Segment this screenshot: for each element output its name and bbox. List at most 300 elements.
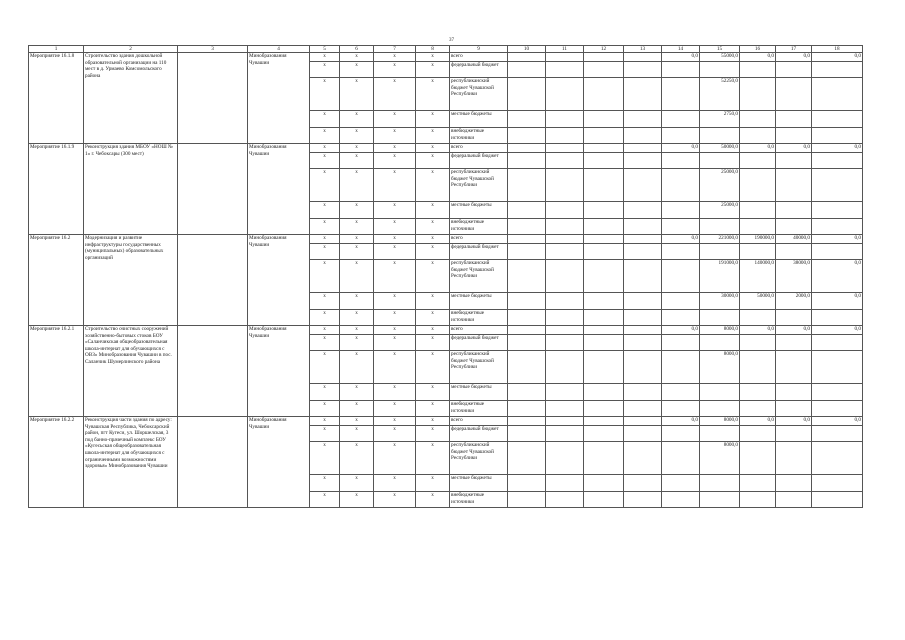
amount-cell <box>776 310 812 326</box>
table-row <box>29 235 863 244</box>
amount-cell: 0,0 <box>776 417 812 426</box>
amount-cell <box>740 153 776 169</box>
code-cell: x <box>416 244 450 260</box>
amount-cell: 55000,0 <box>700 53 740 62</box>
empty-cell <box>584 351 624 384</box>
amount-cell: 8000,0 <box>700 417 740 426</box>
empty-cell <box>546 326 584 335</box>
empty-cell <box>546 144 584 153</box>
amount-cell <box>740 244 776 260</box>
amount-cell <box>812 384 863 401</box>
funding-source: республиканский бюджет Чувашской Республики <box>450 260 508 293</box>
code-cell: x <box>340 111 374 128</box>
amount-cell <box>662 219 700 235</box>
column-number: 15 <box>700 46 740 53</box>
funding-source: местные бюджеты <box>450 111 508 128</box>
code-cell: x <box>310 260 340 293</box>
code-cell: x <box>310 128 340 144</box>
code-cell: x <box>374 153 416 169</box>
empty-cell <box>584 219 624 235</box>
amount-cell <box>700 335 740 351</box>
empty-cell <box>584 335 624 351</box>
empty-cell <box>546 492 584 508</box>
amount-cell <box>776 62 812 78</box>
amount-cell <box>740 128 776 144</box>
amount-cell <box>812 310 863 326</box>
amount-cell <box>812 401 863 417</box>
amount-cell <box>700 219 740 235</box>
amount-cell <box>776 128 812 144</box>
empty-cell <box>624 401 662 417</box>
amount-cell <box>776 153 812 169</box>
empty-cell <box>546 244 584 260</box>
column-number: 16 <box>740 46 776 53</box>
amount-cell: 0,0 <box>812 235 863 244</box>
code-cell: x <box>416 492 450 508</box>
empty-cell <box>508 144 546 153</box>
amount-cell <box>700 426 740 442</box>
code-cell: x <box>340 475 374 492</box>
empty-cell <box>546 111 584 128</box>
code-cell: x <box>416 417 450 426</box>
amount-cell <box>662 384 700 401</box>
code-cell: x <box>374 326 416 335</box>
code-cell: x <box>416 384 450 401</box>
code-cell: x <box>340 310 374 326</box>
activity-executor: Минобразования Чувашии <box>248 235 310 326</box>
empty-cell <box>508 426 546 442</box>
amount-cell <box>662 351 700 384</box>
amount-cell <box>740 492 776 508</box>
empty-cell <box>584 475 624 492</box>
code-cell: x <box>340 244 374 260</box>
empty-cell <box>508 384 546 401</box>
amount-cell <box>812 153 863 169</box>
activity-name: Строительство очистных сооружений хозяйственно-бытовых стоков БОУ «Саланчикская общеобразовательная школа-интернат для обучающихся с ОВЗ» Минобразования Чувашии в пос. Саланчик Шумерлинского района <box>84 326 178 417</box>
amount-cell: 8000,0 <box>700 351 740 384</box>
empty-cell <box>584 111 624 128</box>
amount-cell: 0,0 <box>812 260 863 293</box>
empty-cell <box>508 310 546 326</box>
amount-cell: 190000,0 <box>740 235 776 244</box>
empty-cell <box>624 244 662 260</box>
empty-cell <box>546 310 584 326</box>
amount-cell <box>776 335 812 351</box>
code-cell: x <box>310 310 340 326</box>
code-cell: x <box>374 111 416 128</box>
code-cell: x <box>374 260 416 293</box>
empty-cell <box>546 442 584 475</box>
amount-cell <box>812 62 863 78</box>
amount-cell <box>662 78 700 111</box>
code-cell: x <box>310 326 340 335</box>
funding-source: республиканский бюджет Чувашской Республики <box>450 351 508 384</box>
amount-cell: 52250,0 <box>700 78 740 111</box>
column-number: 4 <box>248 46 310 53</box>
amount-cell <box>700 153 740 169</box>
amount-cell <box>662 442 700 475</box>
table-row <box>29 326 863 335</box>
activity-col3 <box>178 144 248 235</box>
amount-cell <box>776 401 812 417</box>
column-number: 7 <box>374 46 416 53</box>
amount-cell <box>812 219 863 235</box>
code-cell: x <box>340 401 374 417</box>
amount-cell <box>812 111 863 128</box>
empty-cell <box>508 128 546 144</box>
code-cell: x <box>310 202 340 219</box>
funding-source: всего <box>450 417 508 426</box>
empty-cell <box>546 351 584 384</box>
amount-cell <box>812 351 863 384</box>
amount-cell: 0,0 <box>812 326 863 335</box>
code-cell: x <box>374 128 416 144</box>
empty-cell <box>624 351 662 384</box>
empty-cell <box>508 202 546 219</box>
code-cell: x <box>374 401 416 417</box>
amount-cell <box>700 475 740 492</box>
amount-cell <box>662 62 700 78</box>
amount-cell <box>812 442 863 475</box>
amount-cell <box>740 351 776 384</box>
code-cell: x <box>340 492 374 508</box>
code-cell: x <box>310 169 340 202</box>
column-number: 11 <box>546 46 584 53</box>
amount-cell <box>776 492 812 508</box>
amount-cell: 0,0 <box>776 144 812 153</box>
amount-cell: 0,0 <box>812 144 863 153</box>
empty-cell <box>546 153 584 169</box>
code-cell: x <box>374 53 416 62</box>
empty-cell <box>508 326 546 335</box>
funding-source: внебюджетные источники <box>450 492 508 508</box>
code-cell: x <box>310 475 340 492</box>
code-cell: x <box>374 475 416 492</box>
code-cell: x <box>340 384 374 401</box>
code-cell: x <box>374 426 416 442</box>
column-number: 17 <box>776 46 812 53</box>
amount-cell <box>776 351 812 384</box>
funding-source: федеральный бюджет <box>450 426 508 442</box>
code-cell: x <box>310 235 340 244</box>
amount-cell <box>662 426 700 442</box>
empty-cell <box>624 153 662 169</box>
amount-cell <box>776 426 812 442</box>
amount-cell <box>812 426 863 442</box>
amount-cell: 50000,0 <box>740 293 776 310</box>
code-cell: x <box>416 128 450 144</box>
code-cell: x <box>310 351 340 384</box>
amount-cell <box>740 219 776 235</box>
amount-cell <box>776 384 812 401</box>
empty-cell <box>584 62 624 78</box>
amount-cell: 0,0 <box>776 53 812 62</box>
code-cell: x <box>340 53 374 62</box>
amount-cell <box>662 401 700 417</box>
empty-cell <box>624 144 662 153</box>
empty-cell <box>624 78 662 111</box>
empty-cell <box>546 260 584 293</box>
column-number: 6 <box>340 46 374 53</box>
code-cell: x <box>310 78 340 111</box>
amount-cell <box>812 475 863 492</box>
amount-cell <box>812 492 863 508</box>
empty-cell <box>624 475 662 492</box>
amount-cell <box>700 401 740 417</box>
page-number: 37 <box>449 38 454 43</box>
empty-cell <box>624 169 662 202</box>
activity-id: Мероприятие 16.2.1 <box>29 326 84 417</box>
empty-cell <box>624 235 662 244</box>
funding-source: всего <box>450 53 508 62</box>
table-row <box>29 144 863 153</box>
code-cell: x <box>416 111 450 128</box>
amount-cell: 0,0 <box>740 53 776 62</box>
empty-cell <box>624 335 662 351</box>
empty-cell <box>508 78 546 111</box>
code-cell: x <box>340 169 374 202</box>
activity-id: Мероприятие 16.2 <box>29 235 84 326</box>
code-cell: x <box>374 62 416 78</box>
amount-cell <box>776 475 812 492</box>
table-row <box>29 417 863 426</box>
empty-cell <box>624 260 662 293</box>
amount-cell: 0,0 <box>812 293 863 310</box>
empty-cell <box>508 401 546 417</box>
amount-cell <box>776 111 812 128</box>
amount-cell: 0,0 <box>740 326 776 335</box>
code-cell: x <box>340 144 374 153</box>
empty-cell <box>508 260 546 293</box>
code-cell: x <box>340 235 374 244</box>
amount-cell <box>740 169 776 202</box>
amount-cell <box>776 442 812 475</box>
code-cell: x <box>416 351 450 384</box>
funding-source: всего <box>450 326 508 335</box>
code-cell: x <box>310 384 340 401</box>
empty-cell <box>546 53 584 62</box>
code-cell: x <box>310 426 340 442</box>
empty-cell <box>546 62 584 78</box>
empty-cell <box>508 219 546 235</box>
empty-cell <box>584 310 624 326</box>
empty-cell <box>624 310 662 326</box>
empty-cell <box>624 426 662 442</box>
table-row <box>29 53 863 62</box>
code-cell: x <box>310 53 340 62</box>
column-number: 10 <box>508 46 546 53</box>
code-cell: x <box>416 401 450 417</box>
amount-cell <box>662 293 700 310</box>
empty-cell <box>584 202 624 219</box>
empty-cell <box>584 260 624 293</box>
column-number: 18 <box>812 46 863 53</box>
empty-cell <box>584 53 624 62</box>
code-cell: x <box>340 219 374 235</box>
amount-cell <box>662 310 700 326</box>
empty-cell <box>546 293 584 310</box>
code-cell: x <box>310 417 340 426</box>
empty-cell <box>508 111 546 128</box>
empty-cell <box>624 111 662 128</box>
funding-source: федеральный бюджет <box>450 153 508 169</box>
amount-cell <box>662 153 700 169</box>
empty-cell <box>624 326 662 335</box>
empty-cell <box>508 417 546 426</box>
amount-cell <box>776 169 812 202</box>
code-cell: x <box>310 244 340 260</box>
activity-name: Реконструкция здания МБОУ «НОШ № 1» г. Чебоксары (300 мест) <box>84 144 178 235</box>
code-cell: x <box>340 153 374 169</box>
funding-source: федеральный бюджет <box>450 244 508 260</box>
empty-cell <box>624 417 662 426</box>
empty-cell <box>508 244 546 260</box>
amount-cell: 0,0 <box>662 235 700 244</box>
amount-cell: 0,0 <box>662 417 700 426</box>
empty-cell <box>624 128 662 144</box>
funding-source: федеральный бюджет <box>450 62 508 78</box>
empty-cell <box>624 53 662 62</box>
empty-cell <box>624 202 662 219</box>
amount-cell: 8000,0 <box>700 326 740 335</box>
code-cell: x <box>374 244 416 260</box>
activity-id: Мероприятие 16.2.2 <box>29 417 84 508</box>
funding-source: внебюджетные источники <box>450 128 508 144</box>
code-cell: x <box>416 53 450 62</box>
code-cell: x <box>374 144 416 153</box>
code-cell: x <box>340 326 374 335</box>
code-cell: x <box>374 169 416 202</box>
amount-cell: 140000,0 <box>740 260 776 293</box>
column-number: 2 <box>84 46 178 53</box>
code-cell: x <box>416 219 450 235</box>
empty-cell <box>546 335 584 351</box>
amount-cell: 0,0 <box>662 326 700 335</box>
funding-source: внебюджетные источники <box>450 219 508 235</box>
empty-cell <box>584 384 624 401</box>
empty-cell <box>584 426 624 442</box>
amount-cell: 25000,0 <box>700 169 740 202</box>
empty-cell <box>584 492 624 508</box>
empty-cell <box>624 384 662 401</box>
amount-cell <box>700 62 740 78</box>
empty-cell <box>508 475 546 492</box>
activity-name: Реконструкция части здания по адресу: Чувашская Республика, Чебоксарский район, пгт Кугеси, ул. Шоршелская, 3 под банно-прачечный комплекс БОУ «Кугесьская общеобразовательная школа-интернат для обучающихся с ограниченными возможностями здоровья» Минобразования Чувашии <box>84 417 178 508</box>
amount-cell: 0,0 <box>740 417 776 426</box>
empty-cell <box>546 401 584 417</box>
amount-cell <box>662 244 700 260</box>
code-cell: x <box>310 401 340 417</box>
code-cell: x <box>416 260 450 293</box>
code-cell: x <box>416 475 450 492</box>
code-cell: x <box>374 442 416 475</box>
empty-cell <box>584 442 624 475</box>
code-cell: x <box>340 335 374 351</box>
code-cell: x <box>416 293 450 310</box>
code-cell: x <box>416 310 450 326</box>
funding-source: республиканский бюджет Чувашской Республики <box>450 78 508 111</box>
activity-col3 <box>178 417 248 508</box>
empty-cell <box>508 293 546 310</box>
empty-cell <box>584 417 624 426</box>
empty-cell <box>624 293 662 310</box>
empty-cell <box>546 78 584 111</box>
amount-cell <box>812 244 863 260</box>
column-number: 1 <box>29 46 84 53</box>
empty-cell <box>584 235 624 244</box>
amount-cell <box>776 244 812 260</box>
funding-source: внебюджетные источники <box>450 310 508 326</box>
amount-cell <box>740 442 776 475</box>
code-cell: x <box>340 426 374 442</box>
amount-cell: 40000,0 <box>776 235 812 244</box>
code-cell: x <box>416 235 450 244</box>
funding-source: всего <box>450 144 508 153</box>
empty-cell <box>508 169 546 202</box>
amount-cell <box>740 62 776 78</box>
amount-cell <box>662 202 700 219</box>
code-cell: x <box>310 153 340 169</box>
amount-cell: 0,0 <box>812 53 863 62</box>
empty-cell <box>624 442 662 475</box>
code-cell: x <box>374 78 416 111</box>
funding-source: местные бюджеты <box>450 293 508 310</box>
empty-cell <box>546 426 584 442</box>
empty-cell <box>508 335 546 351</box>
amount-cell <box>740 202 776 219</box>
amount-cell <box>776 202 812 219</box>
column-number: 12 <box>584 46 624 53</box>
amount-cell: 0,0 <box>662 53 700 62</box>
funding-source: всего <box>450 235 508 244</box>
code-cell: x <box>374 235 416 244</box>
amount-cell: 0,0 <box>662 144 700 153</box>
activity-executor: Минобразования Чувашии <box>248 144 310 235</box>
code-cell: x <box>340 442 374 475</box>
code-cell: x <box>374 492 416 508</box>
activity-executor: Минобразования Чувашии <box>248 53 310 144</box>
amount-cell <box>662 475 700 492</box>
column-number: 14 <box>662 46 700 53</box>
amount-cell <box>700 384 740 401</box>
empty-cell <box>546 169 584 202</box>
empty-cell <box>584 169 624 202</box>
activity-executor: Минобразования Чувашии <box>248 417 310 508</box>
amount-cell: 2750,0 <box>700 111 740 128</box>
amount-cell <box>662 169 700 202</box>
amount-cell <box>740 335 776 351</box>
budget-table <box>28 45 863 508</box>
activity-id: Мероприятие 16.1.9 <box>29 144 84 235</box>
code-cell: x <box>374 293 416 310</box>
amount-cell <box>662 492 700 508</box>
empty-cell <box>546 235 584 244</box>
funding-source: местные бюджеты <box>450 475 508 492</box>
amount-cell: 221000,0 <box>700 235 740 244</box>
code-cell: x <box>310 144 340 153</box>
amount-cell <box>740 401 776 417</box>
code-cell: x <box>310 492 340 508</box>
empty-cell <box>584 128 624 144</box>
code-cell: x <box>340 417 374 426</box>
empty-cell <box>546 128 584 144</box>
code-cell: x <box>416 153 450 169</box>
amount-cell: 2000,0 <box>776 293 812 310</box>
empty-cell <box>624 219 662 235</box>
activity-col3 <box>178 326 248 417</box>
code-cell: x <box>416 78 450 111</box>
code-cell: x <box>310 442 340 475</box>
